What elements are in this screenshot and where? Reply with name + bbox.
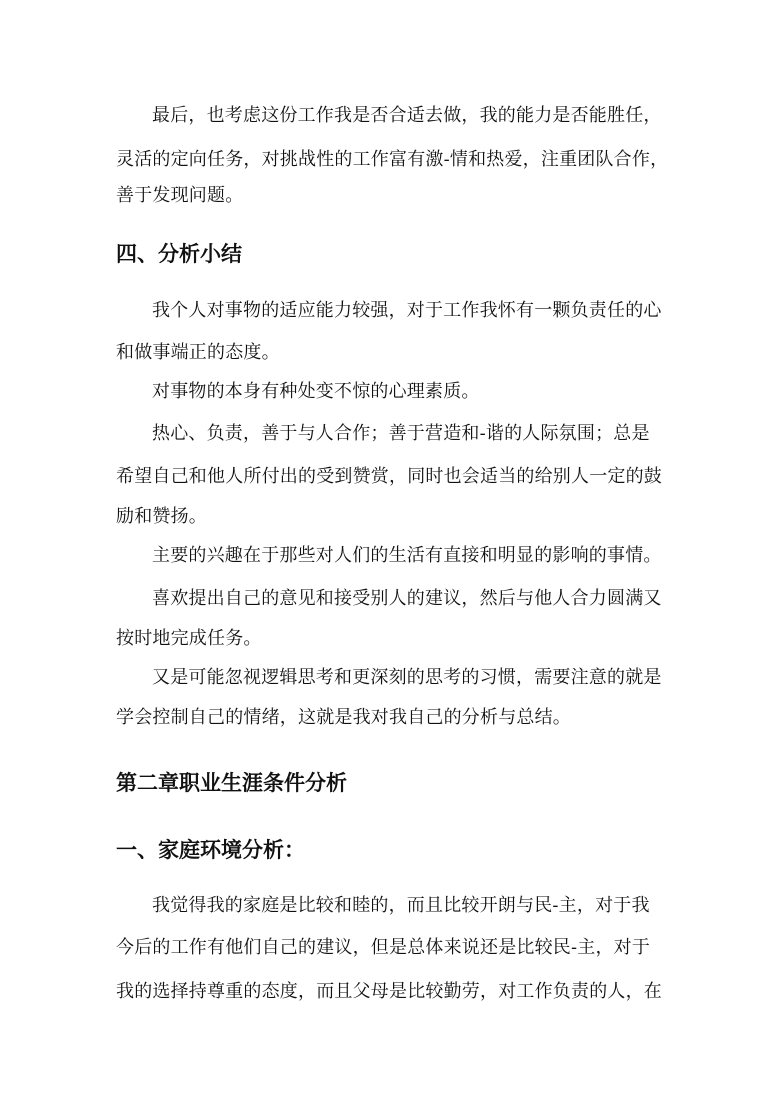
paragraph-line: 和做事端正的态度。: [116, 342, 280, 363]
paragraph-line: 对事物的本身有种处变不惊的心理素质。: [152, 381, 480, 402]
paragraph-line: 励和赞扬。: [116, 506, 207, 527]
paragraph-line: 又是可能忽视逻辑思考和更深刻的思考的习惯，需要注意的就是: [152, 667, 662, 688]
paragraph-line: 希望自己和他人所付出的受到赞赏，同时也会适当的给别人一定的鼓: [116, 466, 662, 487]
paragraph-line: 灵活的定向任务，对挑战性的工作富有激-情和热爱，注重团队合作，: [116, 149, 669, 170]
paragraph-line: 最后，也考虑这份工作我是否合适去做，我的能力是否能胜任，: [152, 105, 662, 126]
paragraph-line: 热心、负责，善于与人合作；善于营造和-谐的人际氛围；总是: [152, 423, 650, 444]
paragraph-line: 喜欢提出自己的意见和接受别人的建议，然后与他人合力圆满又: [152, 588, 662, 609]
section-heading: 一、家庭环境分析：: [116, 838, 305, 862]
paragraph-line: 按时地完成任务。: [116, 628, 262, 649]
paragraph-line: 我的选择持尊重的态度，而且父母是比较勤劳，对工作负责的人，在: [116, 981, 662, 1002]
paragraph-line: 主要的兴趣在于那些对人们的生活有直接和明显的影响的事情。: [152, 545, 662, 566]
paragraph-line: 今后的工作有他们自己的建议，但是总体来说还是比较民-主，对于: [116, 937, 651, 958]
section-heading: 四、分析小结: [116, 242, 242, 266]
paragraph-line: 学会控制自己的情绪，这就是我对我自己的分析与总结。: [116, 707, 571, 728]
chapter-heading: 第二章职业生涯条件分析: [116, 771, 347, 795]
paragraph-line: 我觉得我的家庭是比较和睦的，而且比较开朗与民-主，对于我: [152, 895, 650, 916]
paragraph-line: 善于发现问题。: [116, 185, 244, 206]
paragraph-line: 我个人对事物的适应能力较强，对于工作我怀有一颗负责任的心: [152, 300, 662, 321]
